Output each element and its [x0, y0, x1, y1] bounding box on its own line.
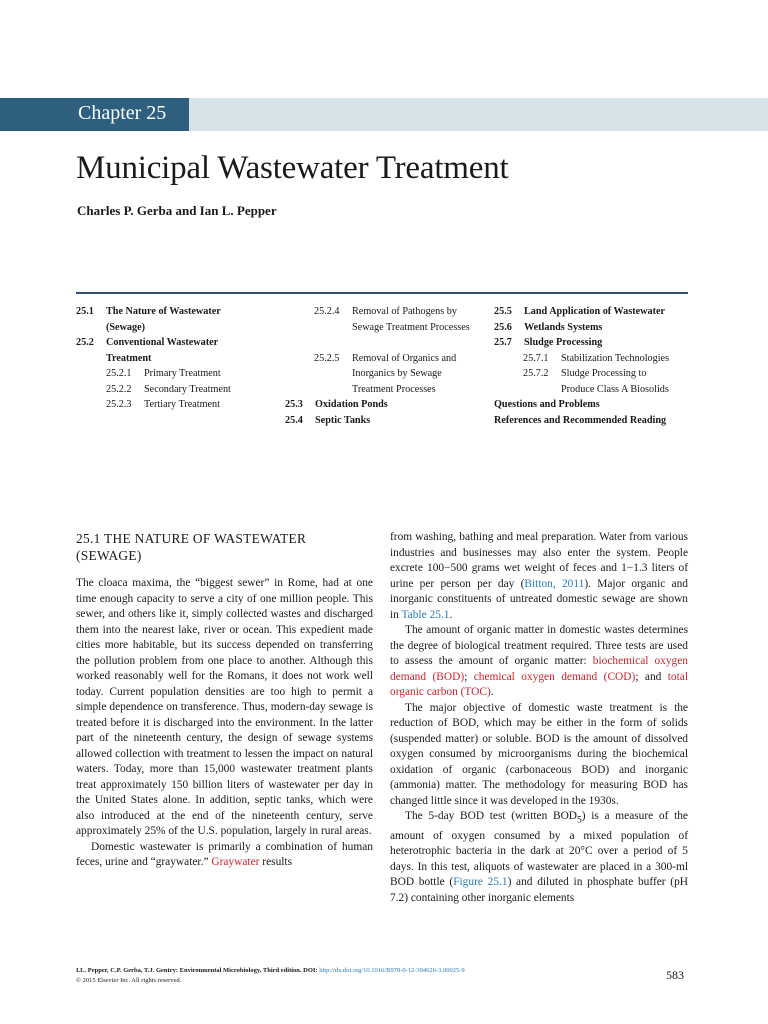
text-run: ) is a measure of the amount of oxygen consumed by a mixed population of heterotrophic bacteria in the dark at 20°C over a period of 5 days. In this test, aliquots of wastewater are placed in a 300-ml BOD bottle ( — [390, 810, 688, 889]
authors: Charles P. Gerba and Ian L. Pepper — [77, 203, 277, 218]
toc-entry-number: 25.7.2 — [523, 368, 549, 379]
toc-entry-number: 25.2.3 — [106, 399, 132, 410]
toc-entry-title: Questions and Problems — [494, 399, 600, 410]
toc-entry-number: 25.4 — [285, 414, 303, 426]
table-of-contents — [76, 292, 688, 432]
toc-entry-number: 25.5 — [494, 306, 512, 317]
toc-entry-title: Oxidation Ponds — [315, 399, 388, 410]
text-run: . — [490, 686, 494, 698]
paragraph — [76, 840, 373, 871]
toc-entry-number: 25.7 — [494, 337, 512, 348]
body-column-left — [76, 576, 373, 871]
figure-reference-link[interactable]: Figure 25.1 — [453, 876, 508, 889]
text-run: ; — [464, 670, 474, 683]
text-run: results — [259, 856, 293, 868]
toc-entry-title: Primary Treatment — [144, 368, 221, 379]
chapter-title: Municipal Wastewater Treatment — [76, 150, 509, 186]
toc-entry-title: Sludge Processing to Produce Class A Biosolids — [561, 368, 669, 395]
text-run: ) and diluted in phosphate buffer (pH 7.2) containing other inorganic elements — [390, 876, 688, 904]
toc-entry-title: The Nature of Wastewater (Sewage) — [106, 306, 221, 333]
paragraph: The cloaca maxima, the “biggest sewer” in Rome, had at one time enough capacity to serve a city of one million people. This sewer, and others like it, simply collected wastes and discharged them into the nearest lake, river or ocean. This expedient made cities more habitable, but its success depended on transferring the pollution problem from one place to another. Although this worked reasonably well for the Romans, it does not work well today. Current population densities are too high to permit a simple dependence on transference. Thus, modern-day sewage is treated before it is discharged into the environment. In the latter part of the nineteenth century, the design of sewage systems allowed collection with treatment to lessen the impact on natural waters. Today, more than 15,000 wastewater treatment plants treat approximately 150 billion liters of wastewater per day in the United States alone. In addition, septic tanks, which were also introduced at the end of the nineteenth century, serve approximately 25% of the U.S. population, largely in rural areas. — [76, 577, 373, 837]
footer-notes — [76, 966, 465, 986]
doi-link[interactable]: http://dx.doi.org/10.1016/B978-0-12-394626-3.00025-9 — [319, 967, 465, 974]
text-run: from washing, bathing and meal preparation. Water from various industries and businesses may also enter the system. People excrete 100−500 grams wet weight of feces and 1−1.3 liters of urine per person per day ( — [390, 531, 688, 590]
toc-entry-number: 25.2 — [76, 337, 94, 348]
page-number: 583 — [666, 968, 684, 982]
toc-entry-title: Conventional Wastewater Treatment — [106, 337, 218, 364]
text-run: ). Major organic and inorganic constituents of untreated domestic sewage are shown in — [390, 577, 688, 621]
toc-entry-title: Removal of Pathogens by Sewage Treatment Processes — [352, 306, 470, 333]
toc-entry-title: Sludge Processing — [524, 337, 603, 348]
toc-entry-number: 25.2.1 — [106, 368, 132, 379]
toc-entry-title: Septic Tanks — [315, 414, 371, 426]
text-run: Domestic wastewater is primarily a combination of human feces, urine and “graywater.” — [76, 840, 373, 868]
paragraph: The major objective of domestic waste treatment is the reduction of BOD, which may be either in the form of solids (suspended matter) or soluble. BOD is the amount of dissolved oxygen consumed by microorganisms during the biochemical oxidation of organic (carbonaceous BOD) and inorganic (ammonia) matter. The methodology for measuring BOD has changed little since it was developed in the 1930s. — [390, 701, 688, 807]
toc-entry-title: Wetlands Systems — [524, 321, 603, 333]
toc-entry-number: 25.3 — [285, 399, 303, 410]
toc-entry-number: 25.2.2 — [106, 383, 132, 395]
paragraph-continued — [390, 530, 688, 623]
toc-entry-title: Land Application of Wastewater — [524, 306, 666, 317]
text-run: The 5-day BOD test (written BOD — [405, 810, 578, 822]
toc-entry-title: References and Recommended Reading — [494, 414, 667, 426]
table-reference-link[interactable]: Table 25.1 — [401, 608, 450, 621]
glossary-term-link[interactable]: chemical oxygen demand (COD) — [473, 670, 636, 683]
toc-entry-title: Secondary Treatment — [144, 383, 231, 395]
section-heading: 25.1 THE NATURE OF WASTEWATER (SEWAGE) — [76, 531, 307, 563]
chapter-banner — [0, 98, 768, 131]
citation-line — [76, 966, 465, 976]
text-run: . — [449, 608, 453, 621]
chapter-label: Chapter 25 — [78, 102, 167, 124]
toc-entry-title: Stabilization Technologies — [561, 352, 670, 364]
toc-entry-number: 25.6 — [494, 321, 512, 333]
toc-entry-number: 25.1 — [76, 306, 94, 317]
text-run: ; and — [635, 670, 668, 683]
subscript: 5 — [577, 815, 582, 826]
glossary-term-link[interactable]: Graywater — [211, 856, 260, 868]
toc-entry-number: 25.7.1 — [523, 352, 549, 364]
text-run: The amount of organic matter in domestic wastes determines the degree of biological treatment required. Three tests are used to assess the amount of organic matter: — [390, 624, 688, 667]
toc-entry-number: 25.2.4 — [314, 306, 340, 317]
toc-entry-title: Tertiary Treatment — [144, 399, 220, 410]
toc-entry-title: Removal of Organics and Inorganics by Sewage Treatment Processes — [352, 352, 457, 395]
citation-link[interactable]: Bitton, 2011 — [524, 577, 585, 590]
glossary-term-link[interactable]: biochemical oxygen demand (BOD) — [390, 655, 688, 683]
citation-text: I.L. Pepper, C.P. Gerba, T.J. Gentry: Environmental Microbiology, Third edition. DOI: — [76, 967, 320, 974]
toc-entry-number: 25.2.5 — [314, 352, 340, 364]
paragraph — [390, 809, 688, 906]
chapter-tab — [0, 98, 189, 131]
glossary-term-link[interactable]: total organic carbon (TOC) — [390, 670, 689, 698]
body-column-right — [390, 530, 688, 906]
paragraph — [390, 623, 688, 701]
copyright: © 2015 Elsevier Inc. All rights reserved. — [76, 977, 182, 984]
